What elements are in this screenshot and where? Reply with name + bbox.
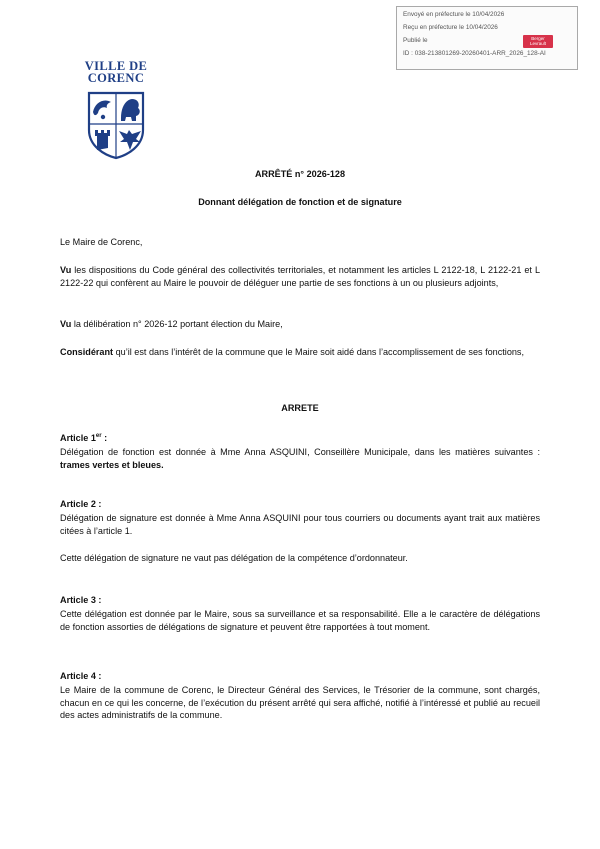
stamp-sent: Envoyé en préfecture le 10/04/2026 [403,11,505,18]
coat-of-arms-icon [86,90,146,160]
berger-levrault-logo: Berger Levrault [523,35,553,48]
article-4-text: Le Maire de la commune de Corenc, le Directeur Général des Services, le Trésorier de la commune, sont chargés, chacun en ce qui les concerne, de l’exécution du présent arrêté qui sera affiché, notifié à l’intéressé et publié au recueil des actes administratifs de la commune. [60,685,540,721]
vu-lead-1: Vu [60,265,72,275]
stamp-published: Publié le [403,37,428,44]
decree-subtitle: Donnant délégation de fonction et de signature [198,197,402,207]
decree-title: ARRÊTÉ n° 2026-128 [254,169,346,179]
considerant-paragraph [60,346,540,359]
arrete-heading: ARRETE [281,403,319,413]
article-2-text-2: Cette délégation de signature ne vaut pas délégation de la compétence d’ordonnateur. [60,553,408,563]
logo-line1: VILLE DE [84,59,148,73]
logo-line2: CORENC [87,71,145,85]
prefecture-stamp [396,6,578,70]
stamp-received: Reçu en préfecture le 10/04/2026 [403,24,498,31]
article-2-title: Article 2 : [60,499,102,509]
article-4-title: Article 4 : [60,671,102,681]
vu-text-2: la délibération n° 2026-12 portant élection du Maire, [71,319,283,329]
article-3-title: Article 3 : [60,595,102,605]
considerant-lead: Considérant [60,347,114,357]
vu-paragraph-1 [60,264,540,289]
city-logo [78,60,154,160]
considerant-text: qu’il est dans l’intérêt de la commune que le Maire soit aidé dans l’accomplissement de ses fonctions, [113,347,525,357]
stamp-id: ID : 038-213801269-20260401-ARR_2026_128-AI [403,50,546,57]
vu-paragraph-2 [60,318,540,331]
article-1-text: Délégation de fonction est donnée à Mme Anna ASQUINI, Conseillère Municipale, dans les matières suivantes : trames vertes et bleues. [60,447,540,470]
article-3-text: Cette délégation est donnée par le Maire, sous sa surveillance et sa responsabilité. Elle a le caractère de délégations de fonction assorties de délégations de signature et peuvent être rapportées à tout moment. [60,609,540,632]
article-2-text: Délégation de signature est donnée à Mme Anna ASQUINI pour tous courriers ou documents ayant trait aux matières citées à l’article 1. [60,513,540,536]
vu-text-1: les dispositions du Code général des collectivités territoriales, et notamment les articles L 2122-18, L 2122-21 et L 2122-22 qui confèrent au Maire le pouvoir de déléguer une partie de ses fonctions à un ou plusieurs adjoints, [60,265,540,288]
vu-lead-2: Vu [60,319,72,329]
article-1-title: Article 1er : [60,432,108,443]
article-1-matters: trames vertes et bleues. [60,459,164,470]
mayor-line: Le Maire de Corenc, [60,237,143,247]
